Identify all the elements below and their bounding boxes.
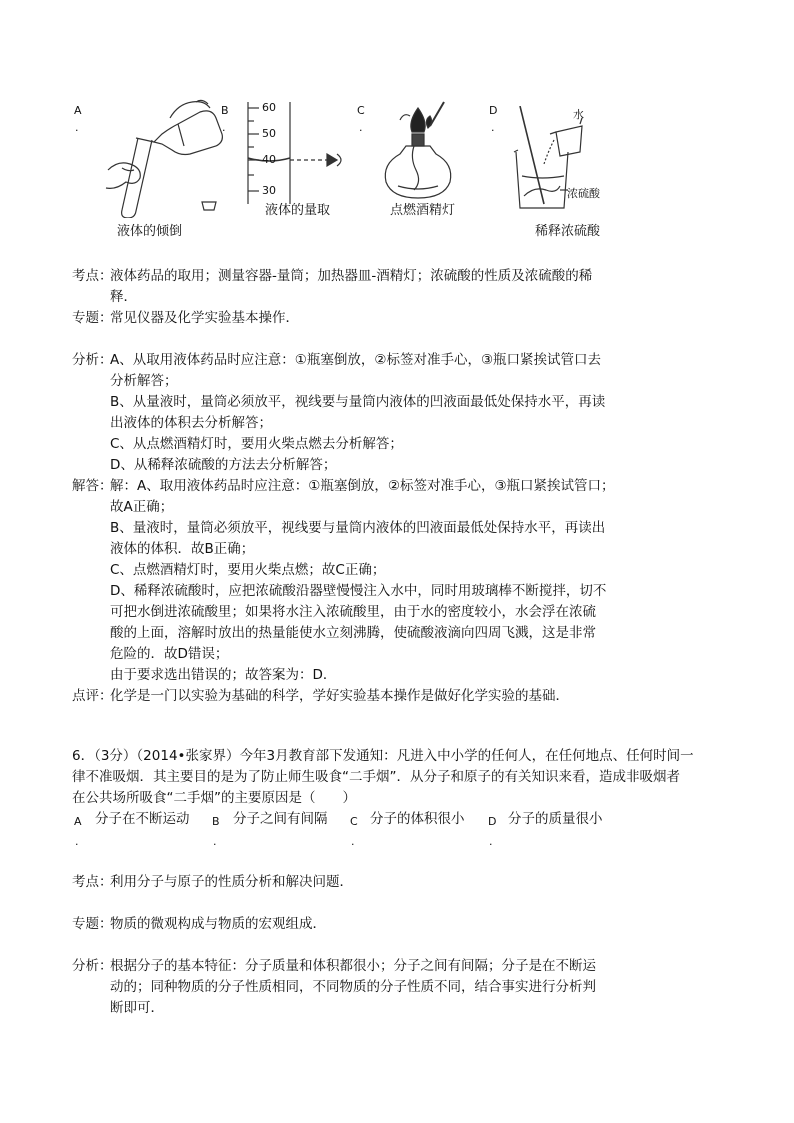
water-label: 水 — [573, 108, 584, 121]
figure-b-dot: . — [222, 121, 226, 134]
q5-fenxi-line: 分析解答； — [110, 373, 178, 389]
q5-jieda-line: 故A正确； — [110, 499, 174, 515]
figure-c-letter: C — [357, 104, 365, 117]
figure-b-caption: 液体的量取 — [265, 203, 331, 218]
q5-dianping-label: 点评： — [72, 688, 113, 704]
q5-jieda-line: 液体的体积．故B正确； — [110, 541, 255, 557]
figure-d-dot: . — [491, 121, 495, 134]
acid-label: 浓硫酸 — [567, 187, 600, 200]
q6-stem-line: 律不准吸烟．其主要目的是为了防止师生吸食“二手烟”．从分子和原子的有关知识来看，造成非吸烟者 — [72, 769, 680, 785]
q5-kaodian-line: 释． — [110, 289, 137, 305]
q6-fenxi-line: 断即可． — [110, 1000, 164, 1016]
q6-fenxi-label: 分析： — [72, 958, 113, 974]
q5-jieda-label: 解答： — [72, 478, 113, 494]
q5-jieda-line: 由于要求选出错误的；故答案为：D． — [110, 667, 337, 683]
q5-kaodian-line: 液体药品的取用；测量容器-量筒；加热器皿-酒精灯；浓硫酸的性质及浓硫酸的稀 — [110, 268, 593, 284]
q5-jieda-line: B、量液时，量筒必须放平，视线要与量筒内液体的凹液面最低处保持水平，再读出 — [110, 520, 606, 536]
figure-a-letter: A — [74, 104, 82, 117]
figure-a-caption: 液体的倾倒 — [117, 224, 183, 239]
figure-a-dot: . — [75, 121, 79, 134]
q6-zhuanti-label: 专题： — [72, 916, 113, 932]
figure-c-caption: 点燃酒精灯 — [390, 203, 456, 218]
cylinder-tick-50: 50 — [262, 127, 276, 140]
cylinder-tick-30: 30 — [262, 184, 276, 197]
q5-kaodian-label: 考点： — [72, 268, 113, 284]
q5-jieda-line: 可把水倒进浓硫酸里；如果将水注入浓硫酸里，由于水的密度较小，水会浮在浓硫 — [110, 604, 596, 620]
graduated-cylinder-illustration — [245, 98, 350, 206]
q6-kaodian-text: 利用分子与原子的性质分析和解决问题． — [110, 874, 353, 890]
q5-jieda-line: 危险的．故D错误； — [110, 646, 229, 662]
q6-option-dot: . — [489, 835, 493, 848]
q6-option-letter: C — [350, 815, 358, 828]
alcohol-lamp-illustration — [378, 98, 458, 202]
q6-stem-line: 6．（3分）（2014•张家界）今年3月教育部下发通知：凡进入中小学的任何人，在任何地点、任何时间一 — [72, 748, 694, 764]
q6-zhuanti-text: 物质的微观构成与物质的宏观组成． — [110, 916, 326, 932]
cylinder-tick-60: 60 — [262, 101, 276, 114]
q5-fenxi-label: 分析： — [72, 352, 113, 368]
q6-option-dot: . — [213, 835, 217, 848]
q6-kaodian-label: 考点： — [72, 874, 113, 890]
q5-zhuanti-text: 常见仪器及化学实验基本操作． — [110, 310, 299, 326]
q6-option-dot: . — [75, 835, 79, 848]
q6-option-text: 分子的质量很小 — [508, 811, 603, 827]
q5-jieda-line: C、点燃酒精灯时，要用火柴点燃；故C正确； — [110, 562, 386, 578]
q6-option-text: 分子的体积很小 — [370, 811, 465, 827]
q5-fenxi-line: 出液体的体积去分析解答； — [110, 415, 272, 431]
q5-dianping-text: 化学是一门以实验为基础的科学，学好实验基本操作是做好化学实验的基础． — [110, 688, 569, 704]
q5-jieda-line: 解：A、取用液体药品时应注意：①瓶塞倒放，②标签对准手心，③瓶口紧挨试管口； — [110, 478, 615, 494]
q5-zhuanti-label: 专题： — [72, 310, 113, 326]
q5-fenxi-line: C、从点燃酒精灯时，要用火柴点燃去分析解答； — [110, 436, 403, 452]
q6-option-letter: B — [212, 815, 220, 828]
liquid-pouring-illustration — [100, 98, 225, 218]
q6-stem-line: 在公共场所吸食“二手烟”的主要原因是（ ） — [72, 790, 356, 806]
q5-fenxi-line: B、从量液时，量筒必须放平，视线要与量筒内液体的凹液面最低处保持水平，再读 — [110, 394, 606, 410]
q5-jieda-line: D、稀释浓硫酸时，应把浓硫酸沿器壁慢慢注入水中，同时用玻璃棒不断搅拌，切不 — [110, 583, 607, 599]
q6-option-dot: . — [351, 835, 355, 848]
q6-option-text: 分子在不断运动 — [95, 811, 190, 827]
figure-b-letter: B — [221, 104, 229, 117]
q6-fenxi-line: 动的；同种物质的分子性质相同，不同物质的分子性质不同，结合事实进行分析判 — [110, 979, 596, 995]
q6-fenxi-line: 根据分子的基本特征：分子质量和体积都很小；分子之间有间隔；分子是在不断运 — [110, 958, 596, 974]
q6-option-letter: D — [488, 815, 497, 828]
figure-c-dot: . — [359, 121, 363, 134]
q5-fenxi-line: D、从稀释浓硫酸的方法去分析解答； — [110, 457, 337, 473]
q6-option-letter: A — [74, 815, 82, 828]
q5-jieda-line: 酸的上面，溶解时放出的热量能使水立刻沸腾，使硫酸液滴向四周飞溅，这是非常 — [110, 625, 596, 641]
cylinder-tick-40: 40 — [262, 153, 276, 166]
q5-fenxi-line: A、从取用液体药品时应注意：①瓶塞倒放，②标签对准手心，③瓶口紧挨试管口去 — [110, 352, 602, 368]
figure-d-caption: 稀释浓硫酸 — [535, 224, 601, 239]
figure-d-letter: D — [489, 104, 498, 117]
q6-option-text: 分子之间有间隔 — [233, 811, 328, 827]
